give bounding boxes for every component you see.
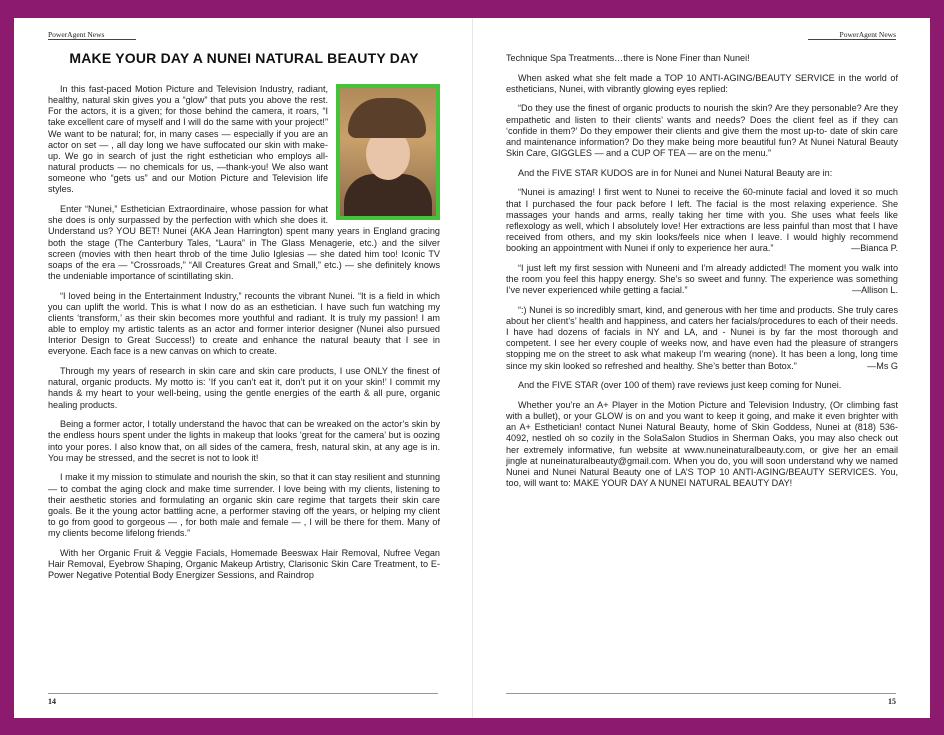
paragraph: “I loved being in the Entertainment Industry,” recounts the vibrant Nunei. “It is a field in which you can uplift the world. This is what I now do as an esthetician. I have such fun watching my clients ‘transform,’ as their skin becomes more youthful and radiant. It is truly my passion! I am able to employ my artistic talents as an actor and former interior designer (Nunei also pursued Interior Design to Great Success!) to create and enhance the natural beauty that I see in everyone. Each face is a new canvas on which to create. (48, 290, 440, 357)
quote-paragraph: “Do they use the finest of organic products to nourish the skin? Are they personable? Are they empathetic and listen to their clients’ wants and needs? Does the client feel as if they can ‘confide in them?’ Do they empower their clients and give them the most up-to- date of skin care and maintenance information? Do they make being more beautiful fun? At Nunei Natural Beauty Skin Care, GIGGLES — and a CUP OF TEA — are on the menu.” (506, 103, 898, 159)
paragraph: Through my years of research in skin care and skin care products, I use ONLY the finest of natural, organic products. My motto is: ‘If you can’t eat it, don’t put it on your skin!’ I commit my hands & my heart to your well-being, using the gentle energies of the earth & all pure, organic healing products. (48, 366, 440, 410)
portrait-photo (336, 84, 440, 220)
testimonial-text: “:) Nunei is so incredibly smart, kind, and generous with her time and products. She truly cares about her client’s’ health and happiness, and caters her facials/procedures to each of their needs. I have had dozens of facials in NY and LA, and - Nunei is by far the most thorough and competent. I see her every couple of weeks now, and have even had the pleasure of strangers stopping me on the street to ask what makeup I’m wearing (none). It has been a long, long time since my skin looked so refreshed and healthy. She’s better than Botox.” (506, 304, 898, 371)
testimonial-signature: —Ms G (867, 360, 898, 371)
paragraph: When asked what she felt made a TOP 10 ANTI-AGING/BEAUTY SERVICE in the world of estheticians, Nunei, with vibrantly glowing eyes replied: (506, 72, 898, 94)
right-page (472, 18, 930, 718)
paragraph: And the FIVE STAR KUDOS are in for Nunei and Nunei Natural Beauty are in: (518, 167, 833, 178)
left-column (48, 84, 440, 590)
testimonial-text: “I just left my first session with Nuneeni and I’m already addicted! The moment you walk into the room you feel this happy energy. She’s so sweet and funny. The experience was something I’ve never experienced while getting a facial.” (506, 262, 898, 296)
running-head-rule (808, 39, 896, 40)
right-column (506, 53, 898, 498)
paragraph: Technique Spa Treatments…there is None Finer than Nunei! (506, 53, 750, 63)
magazine-spread (14, 18, 930, 718)
testimonial-signature: —Allison L. (852, 285, 898, 296)
testimonial (506, 187, 898, 254)
running-head-rule (48, 39, 136, 40)
testimonial-signature: —Bianca P. (851, 243, 898, 254)
paragraph: Enter “Nunei,” Esthetician Extraordinaire, whose passion for what she does is only surpassed by the perfection with which she does it. Understand us? YOU BET! Nunei (AKA Jean Harrington) spent many years in England gracing both the stage (The Canterbury Tales, “Laura” in The Glass Menagerie, etc.) and the silver screen (movies with then heart throb of the time Julio Iglesias — she dated him too! Iconic TV soaps of the era — “Crossroads,” “All Creatures Great and Small,” etc.) — she definitely knows the undeniable importance of scintillating skin. (48, 204, 440, 281)
article-title: MAKE YOUR DAY A NUNEI NATURAL BEAUTY DAY (69, 50, 419, 66)
running-head: PowerAgent News (48, 30, 105, 39)
footer-rule (506, 693, 896, 694)
paragraph: I make it my mission to stimulate and nourish the skin, so that it can stay resilient and stunning — to combat the aging clock and make time surrender. I love being with my clients, listening to their aesthetic stories and formulating an organic skin care regime that targets their skin care goals. Be it the young actor battling acne, a performer staving off the years, or helping my client to go from good to gorgeous — , for both male and female — , I will be there for them. Many of my clients become lifelong friends.” (48, 472, 440, 539)
paragraph: And the FIVE STAR (over 100 of them) rave reviews just keep coming for Nunei. (518, 380, 842, 391)
running-head: PowerAgent News (839, 30, 896, 39)
page-number: 15 (888, 697, 896, 706)
portrait-image (340, 88, 436, 216)
page-number: 14 (48, 697, 56, 706)
testimonial-text: “Nunei is amazing! I first went to Nunei to receive the 60-minute facial and loved it so much that I purchased the four pack before I left. The facial is the most relaxing experience. She massages your hands and arms, really taking her time with you. She uses what feels like reflexology as well, which I absolutely love! Her extractions are less painful than most that I have received from others, and my skin looks/feels nice when I leave. I would highly recommend booking an appointment with Nunei if only to experience her aura.” (506, 187, 898, 254)
paragraph: With her Organic Fruit & Veggie Facials, Homemade Beeswax Hair Removal, Nufree Vegan Hair Removal, Eyebrow Shaping, Organic Makeup Artistry, Clarisonic Skin Care Treatment, to E-Power Negative Potential Body Energizer Sessions, and Raindrop (48, 547, 440, 581)
paragraph: Being a former actor, I totally understand the havoc that can be wreaked on the actor’s skin by the endless hours spent under the lights in makeup that looks ‘great for the camera’ but is oozing into your pores. I also know that, on all sides of the camera, fresh, natural skin, at any age is in. You may be stressed, and the secret is not to look it! (48, 419, 440, 463)
left-page (14, 18, 473, 718)
paragraph: In this fast-paced Motion Picture and Television Industry, radiant, healthy, natural skin gives you a “glow” that puts you above the rest. For the actors, it is a given; for those behind the camera, it roars, “I take excellent care of myself and I will do the same with your project!” We want to be natural; for, in many cases — especially if you are an actor on set — , all day long we have suffocated our skin with make-up. We go in search of just the right esthetician who employs all-natural products — no chemicals for us, —thank-you! We also want someone who “gets us” and our Motion Picture and Television life styles. (48, 84, 328, 195)
testimonial (506, 263, 898, 296)
testimonial (506, 305, 898, 372)
footer-rule (48, 693, 438, 694)
paragraph: Whether you’re an A+ Player in the Motion Picture and Television Industry, (Or climbing fast with a bullet), or your GLOW is on and you want to keep it going, and make it even brighter with an A+ Esthetician! contact Nunei Natural Beauty, home of Skin Goddess, Nunei at (818) 536-4092, nestled oh so cozily in the SolaSalon Studios in Sherman Oaks, you may also check out her extremely informative, fun website at www.nuneinaturalbeauty.com, or give her an email jingle at nuneinaturalbeauty@gmail.com. When you do, you will soon understand why we named Nunei and Nunei Natural Beauty one of LA’S TOP 10 ANTI-AGING/BEAUTY SERVICES. You, too, will want to: MAKE YOUR DAY A NUNEI NATURAL BEAUTY DAY! (506, 399, 898, 488)
